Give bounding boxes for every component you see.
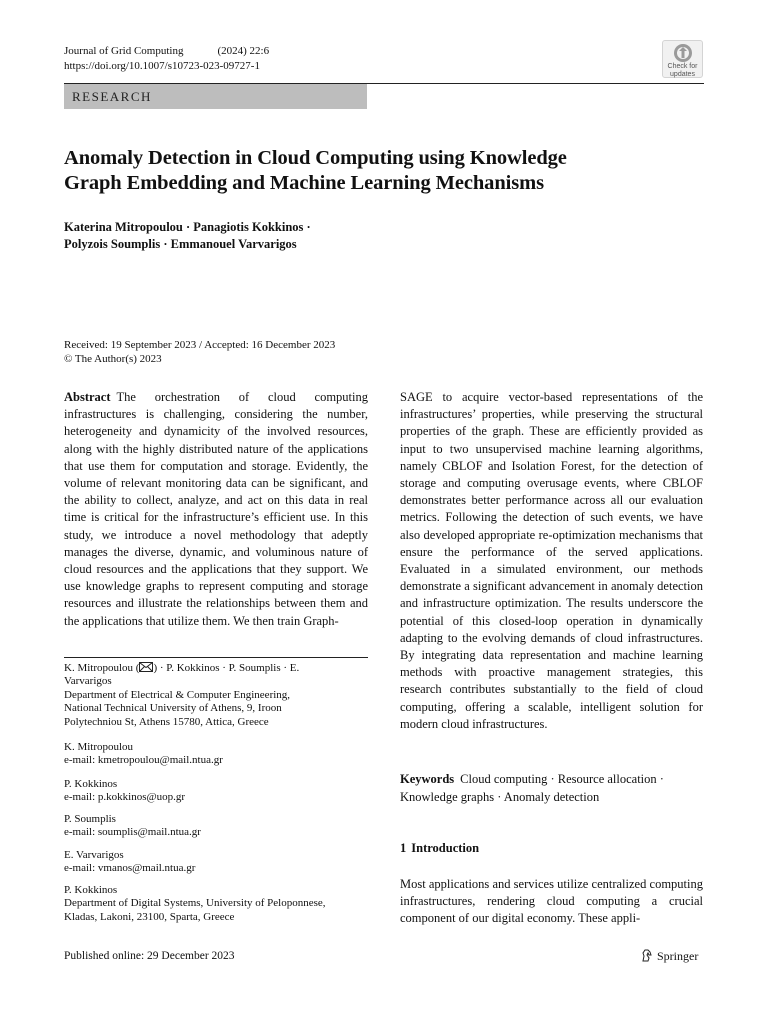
published-date: Published online: 29 December 2023 (64, 950, 235, 962)
affiliation-second-name: P. Kokkinos (64, 884, 118, 896)
affiliation-dept-2: National Technical University of Athens, 9, Iroon (64, 702, 282, 715)
contact-name: P. Kokkinos (64, 778, 118, 790)
contact-block (64, 741, 368, 768)
paper-title-line-2: Graph Embedding and Machine Learning Mechanisms (64, 172, 544, 194)
contact-block (64, 778, 368, 805)
received-accepted-dates: Received: 19 September 2023 / Accepted: 16 December 2023 (64, 339, 336, 351)
keywords-label: Keywords (400, 772, 455, 786)
affiliation-second-line-2: Kladas, Lakoni, 23100, Sparta, Greece (64, 910, 235, 923)
check-for-updates-label-1: Check for (667, 63, 698, 70)
contact-email[interactable]: e-mail: kmetropoulou@mail.ntua.gr (64, 754, 223, 767)
affiliation-block-second (64, 884, 368, 924)
publisher-mark (641, 949, 698, 963)
contact-name: E. Varvarigos (64, 849, 124, 861)
affiliation-dept-1: Department of Electrical & Computer Engineering, (64, 688, 291, 701)
introduction-text: Most applications and services utilize centralized computing infrastructures, rendering cloud computing a crucial component of our digital economy. These appli- (400, 877, 703, 926)
contact-name: K. Mitropoulou (64, 741, 134, 753)
abstract-left-column (64, 389, 368, 630)
journal-citation (64, 44, 269, 58)
abstract-text-left: The orchestration of cloud computing infrastructures is challenging, considering the number, heterogeneity and dynamicity of the involved resources, along with the highly distributed nature of the applications that use them for computation and storage. Evidently, the volume of relevant monitoring data can be significant, and the ability to collect, analyze, and act on this data in real time is critical for the infrastructure’s efficient use. In this study, we introduce a novel methodology that adeptly manages the diverse, dynamic, and voluminous nature of cloud resources and the applications that they support. We use knowledge graphs to represent computing and storage resources and illustrate the relationships between them and the applications that utilize them. We then train Graph- (64, 390, 368, 628)
section-heading (400, 840, 479, 856)
publisher-name: Springer (657, 949, 699, 963)
copyright-notice: © The Author(s) 2023 (64, 353, 162, 365)
doi-link[interactable]: https://doi.org/10.1007/s10723-023-09727-1 (64, 60, 260, 72)
author-line-1: Katerina Mitropoulou · Panagiotis Kokkinos · (64, 220, 311, 234)
abstract-label: Abstract (64, 390, 111, 404)
affiliation-dept-3: Polytechniou St, Athens 15780, Attica, Greece (64, 715, 269, 728)
abstract-right-column: SAGE to acquire vector-based representations of the infrastructures’ properties, while preserving the structural properties of the graph. These are efficiently provided as input to two unsupervised machine learning algorithms, namely CBLOF and Isolation Forest, for the detection of storage and computing overusage events, where CBLOF demonstrates better performance across all our evaluation metrics. Following the detection of such events, we have also developed appropriate re-optimization mechanisms that ensure the performance of the served applications. Evaluated in a simulated environment, our methods demonstrate a significant advancement in anomaly detection and infrastructure optimization. The results underscore the potential of this closed-loop operation in dynamically adapting to the evolving demands of cloud infrastructures. By integrating data representation and machine learning methods with proactive management strategies, this research contributes substantially to the field of cloud computing, offering a scalable, intelligent solution for modern cloud infrastructures. (400, 390, 703, 731)
check-for-updates-badge[interactable] (662, 40, 703, 78)
affiliation-authors-cont: Varvarigos (64, 675, 112, 688)
author-line-2: Polyzois Soumplis · Emmanouel Varvarigos (64, 237, 297, 251)
envelope-icon[interactable] (139, 662, 153, 672)
contact-block (64, 813, 368, 840)
check-for-updates-label-2: updates (670, 70, 695, 78)
paper-title (64, 146, 704, 196)
springer-horse-icon (641, 949, 653, 962)
section-number: 1 (400, 841, 407, 855)
footnote-rule (64, 657, 368, 658)
keywords-line-2: Knowledge graphs · Anomaly detection (400, 790, 600, 804)
affiliation-block-main (64, 662, 368, 729)
section-title: Introduction (411, 841, 480, 855)
contact-email[interactable]: e-mail: soumplis@mail.ntua.gr (64, 826, 201, 839)
keywords-block (400, 770, 703, 806)
keywords-line-1: Cloud computing · Resource allocation · (460, 772, 664, 786)
contact-block (64, 849, 368, 876)
journal-name: Journal of Grid Computing (64, 45, 184, 57)
affiliation-authors: K. Mitropoulou ( ) · P. Kokkinos · P. Soumplis · E. (64, 662, 300, 674)
affiliation-second-line-1: Department of Digital Systems, University of Peloponnese, (64, 897, 326, 910)
article-type-banner: RESEARCH (64, 84, 367, 109)
author-list (64, 219, 704, 253)
check-for-updates-icon (673, 43, 693, 63)
journal-volume: (2024) 22:6 (217, 45, 270, 57)
paper-title-line-1: Anomaly Detection in Cloud Computing using Knowledge (64, 147, 567, 169)
contact-name: P. Soumplis (64, 813, 116, 825)
contact-email[interactable]: e-mail: p.kokkinos@uop.gr (64, 791, 186, 804)
contact-email[interactable]: e-mail: vmanos@mail.ntua.gr (64, 862, 196, 875)
